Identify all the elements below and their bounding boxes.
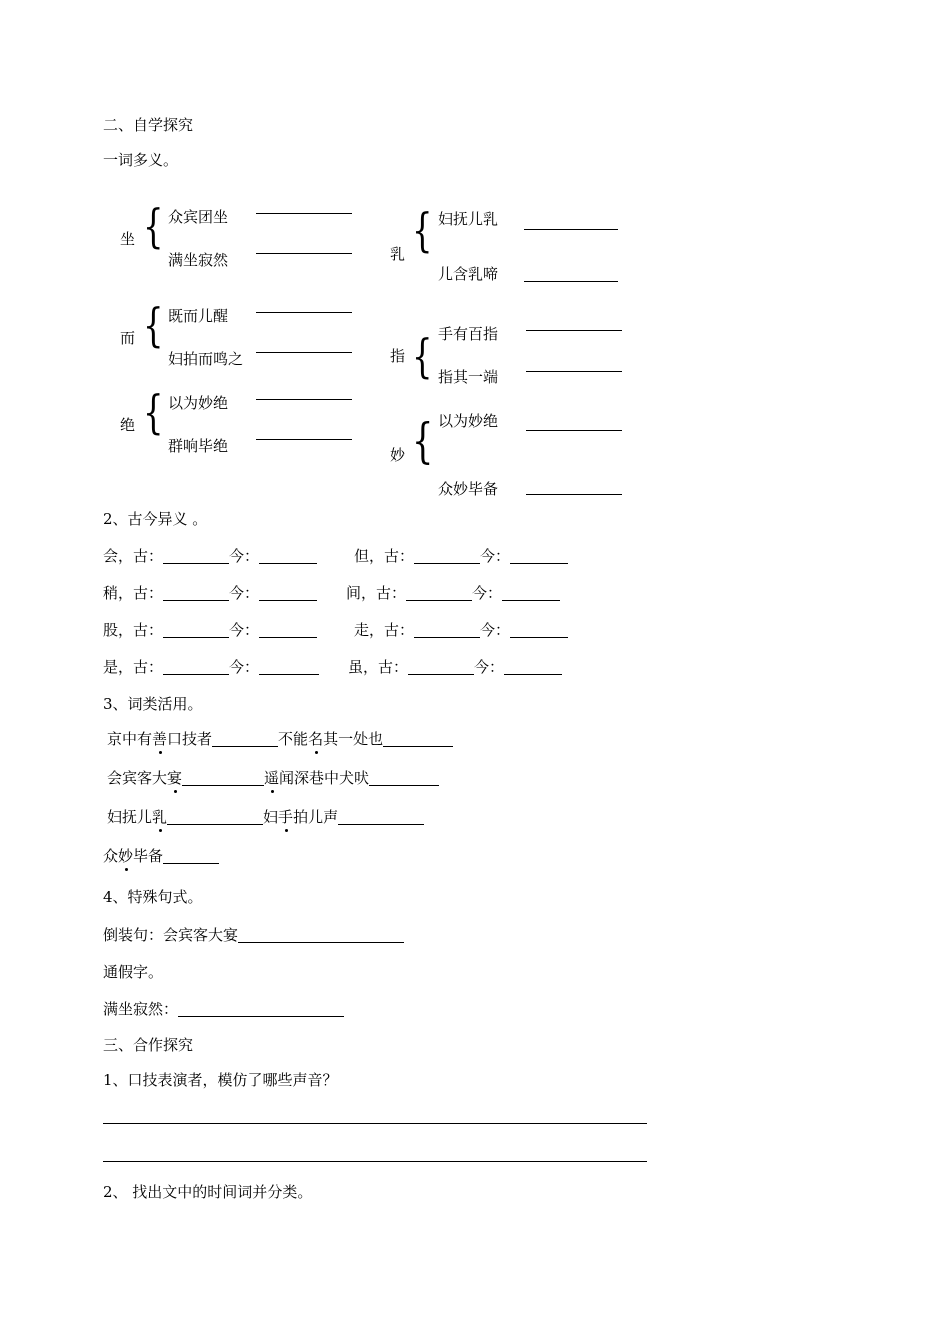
brace-icon: { — [412, 203, 433, 257]
answer-blank[interactable] — [406, 585, 472, 601]
answer-blank[interactable] — [510, 622, 568, 638]
answer-blank[interactable] — [256, 253, 352, 254]
answer-blank[interactable] — [163, 622, 229, 638]
text-segment: 众 — [103, 847, 119, 865]
dotted-char: 善 — [152, 730, 168, 748]
row-label: 会，古： — [103, 547, 164, 565]
jin-label: 今： — [229, 547, 260, 565]
answer-blank[interactable] — [167, 809, 263, 825]
dotted-char: 名 — [308, 730, 324, 748]
answer-blank[interactable] — [163, 548, 229, 564]
answer-blank[interactable] — [163, 585, 229, 601]
polysemy-item: 妇拍而鸣之 — [168, 350, 244, 368]
ancient-row — [346, 584, 560, 602]
word-class-line — [107, 730, 453, 748]
jin-label: 今： — [229, 621, 260, 639]
ancient-row — [354, 547, 568, 565]
polysemy-char: 指 — [390, 347, 406, 365]
answer-blank[interactable] — [526, 430, 622, 431]
text-segment: 闻深巷中犬吠 — [279, 769, 370, 787]
text-segment: 京中有 — [107, 730, 153, 748]
word-class-line — [107, 769, 439, 787]
answer-blank[interactable] — [524, 229, 618, 230]
answer-line[interactable] — [103, 1161, 647, 1162]
dotted-char: 手 — [278, 808, 294, 826]
answer-blank[interactable] — [259, 548, 317, 564]
polysemy-item: 群响毕绝 — [168, 437, 229, 455]
ancient-row — [103, 584, 317, 602]
word-class-line — [103, 847, 219, 865]
answer-blank[interactable] — [526, 494, 622, 495]
jin-label: 今： — [474, 658, 505, 676]
answer-blank[interactable] — [256, 312, 352, 313]
text-segment: 口技者 — [167, 730, 213, 748]
answer-line[interactable] — [103, 1123, 647, 1124]
polysemy-item: 指其一端 — [438, 368, 499, 386]
tongjia-title: 通假字。 — [103, 963, 164, 981]
polysemy-item: 妇抚儿乳 — [438, 210, 499, 228]
row-label: 虽，古： — [348, 658, 409, 676]
polysemy-char: 坐 — [120, 230, 136, 248]
ancient-row — [103, 658, 319, 676]
dotted-char: 乳 — [152, 808, 168, 826]
text-segment: 拍儿声 — [293, 808, 339, 826]
row-label: 稍，古： — [103, 584, 164, 602]
answer-blank[interactable] — [259, 659, 319, 675]
answer-blank[interactable] — [383, 731, 453, 747]
text-segment: 其一处也 — [323, 730, 384, 748]
answer-blank[interactable] — [256, 439, 352, 440]
polysemy-item: 既而儿醒 — [168, 307, 229, 325]
ancient-row — [103, 547, 317, 565]
word-class-line — [107, 808, 424, 826]
manzuo-line — [103, 1000, 344, 1018]
answer-blank[interactable] — [238, 927, 404, 943]
answer-blank[interactable] — [414, 548, 480, 564]
answer-blank[interactable] — [256, 213, 352, 214]
polysemy-title: 一词多义。 — [103, 151, 179, 169]
question-2: 2、 找出文中的时间词并分类。 — [103, 1183, 313, 1201]
polysemy-item: 以为妙绝 — [438, 412, 499, 430]
answer-blank[interactable] — [526, 371, 622, 372]
answer-blank[interactable] — [369, 770, 439, 786]
brace-icon: { — [143, 298, 164, 352]
answer-blank[interactable] — [408, 659, 474, 675]
polysemy-item: 满坐寂然 — [168, 251, 229, 269]
row-label: 股，古： — [103, 621, 164, 639]
polysemy-item: 手有百指 — [438, 325, 499, 343]
answer-blank[interactable] — [256, 352, 352, 353]
row-label: 间，古： — [346, 584, 407, 602]
text-segment: 毕备 — [133, 847, 164, 865]
manzuo-label: 满坐寂然： — [103, 1000, 179, 1018]
jin-label: 今： — [480, 621, 511, 639]
word-class-title: 3、词类活用。 — [103, 695, 203, 713]
brace-icon: { — [143, 385, 164, 439]
answer-blank[interactable] — [502, 585, 560, 601]
brace-icon: { — [412, 329, 433, 383]
polysemy-char: 乳 — [390, 245, 406, 263]
row-label: 但，古： — [354, 547, 415, 565]
text-segment: 不能 — [278, 730, 309, 748]
ancient-row — [348, 658, 562, 676]
inverted-label: 倒装句：会宾客大宴 — [103, 926, 239, 944]
text-segment: 妇 — [263, 808, 279, 826]
question-1: 1、口技表演者，模仿了哪些声音？ — [103, 1071, 338, 1089]
answer-blank[interactable] — [163, 659, 229, 675]
answer-blank[interactable] — [504, 659, 562, 675]
jin-label: 今： — [229, 658, 260, 676]
row-label: 走，古： — [354, 621, 415, 639]
section3-title: 三、合作探究 — [103, 1036, 194, 1054]
brace-icon: { — [412, 413, 434, 469]
special-sentence-title: 4、特殊句式。 — [103, 888, 203, 906]
polysemy-item: 以为妙绝 — [168, 394, 229, 412]
text-segment: 会宾客大 — [107, 769, 168, 787]
section2-title: 二、自学探究 — [103, 116, 194, 134]
answer-blank[interactable] — [259, 622, 317, 638]
answer-blank[interactable] — [259, 585, 317, 601]
inverted-sentence — [103, 926, 404, 944]
polysemy-char: 妙 — [390, 446, 406, 464]
answer-blank[interactable] — [524, 281, 618, 282]
polysemy-char: 而 — [120, 329, 136, 347]
dotted-char: 妙 — [118, 847, 134, 865]
brace-icon: { — [143, 199, 164, 253]
polysemy-item: 儿含乳啼 — [438, 265, 499, 283]
answer-blank[interactable] — [414, 622, 480, 638]
answer-blank[interactable] — [526, 330, 622, 331]
ancient-row — [354, 621, 568, 639]
jin-label: 今： — [229, 584, 260, 602]
dotted-char: 遥 — [264, 769, 280, 787]
polysemy-item: 众宾团坐 — [168, 208, 229, 226]
jin-label: 今： — [472, 584, 503, 602]
polysemy-char: 绝 — [120, 416, 136, 434]
answer-blank[interactable] — [163, 848, 219, 864]
answer-blank[interactable] — [182, 770, 264, 786]
ancient-row — [103, 621, 317, 639]
row-label: 是，古： — [103, 658, 164, 676]
polysemy-item: 众妙毕备 — [438, 480, 499, 498]
answer-blank[interactable] — [338, 809, 424, 825]
answer-blank[interactable] — [178, 1001, 344, 1017]
answer-blank[interactable] — [256, 399, 352, 400]
answer-blank[interactable] — [510, 548, 568, 564]
ancient-modern-title: 2、古今异义 。 — [103, 510, 208, 528]
jin-label: 今： — [480, 547, 511, 565]
answer-blank[interactable] — [212, 731, 278, 747]
text-segment: 妇抚儿 — [107, 808, 153, 826]
dotted-char: 宴 — [167, 769, 183, 787]
